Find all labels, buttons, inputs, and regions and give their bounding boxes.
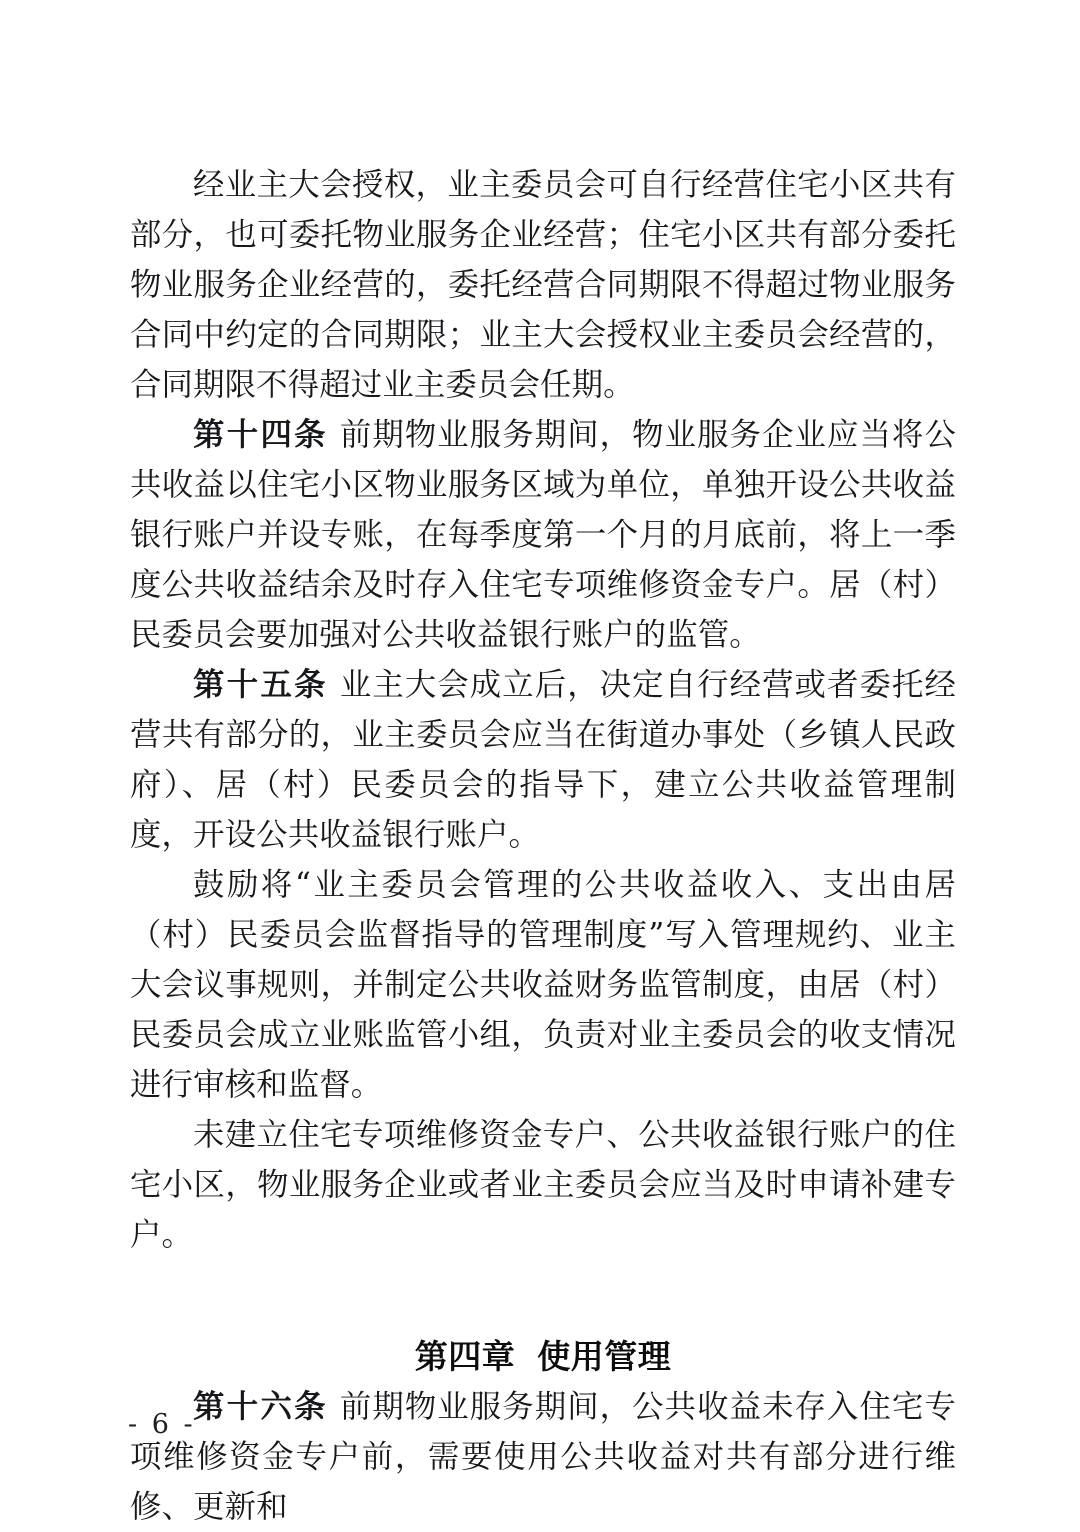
- article-label-16: 第十六条: [193, 1389, 328, 1425]
- paragraph-text: 经业主大会授权，业主委员会可自行经营住宅小区共有部分，也可委托物业服务企业经营；住宅小区共有部分委托物业服务企业经营的，委托经营合同期限不得超过物业服务合同中约定的合同期限；业主大会授权业主委员会经营的，合同期限不得超过业主委员会任期。: [130, 167, 956, 403]
- heading-top-spacer: [130, 1260, 956, 1310]
- document-text-column: [130, 160, 956, 1532]
- chapter-heading: [130, 1332, 956, 1382]
- paragraph-owners-assembly-authorization: [130, 160, 956, 410]
- heading-top-spacer-half: [130, 1310, 956, 1332]
- paragraph-article-14: [130, 410, 956, 660]
- paragraph-encourage-management-system: [130, 860, 956, 1110]
- paragraph-supplementary-account: [130, 1110, 956, 1260]
- chapter-heading-title: 使用管理: [537, 1337, 672, 1376]
- paragraph-text: 鼓励将“业主委员会管理的公共收益收入、支出由居（村）民委员会监督指导的管理制度”写入管理规约、业主大会议事规则，并制定公共收益财务监管制度，由居（村）民委员会成立业账监管小组，负责对业主委员会的收支情况进行审核和监督。: [130, 867, 956, 1103]
- paragraph-text: 未建立住宅专项维修资金专户、公共收益银行账户的住宅小区，物业服务企业或者业主委员会应当及时申请补建专户。: [130, 1117, 956, 1253]
- paragraph-text: 业主大会成立后，决定自行经营或者委托经营共有部分的，业主委员会应当在街道办事处（乡镇人民政府）、居（村）民委员会的指导下，建立公共收益管理制度，开设公共收益银行账户。: [130, 667, 956, 853]
- paragraph-article-15: [130, 660, 956, 860]
- paragraph-article-16: [130, 1382, 956, 1532]
- article-label-15: 第十五条: [193, 667, 328, 703]
- page-number: - 6 -: [128, 1409, 196, 1440]
- paragraph-text: 前期物业服务期间，公共收益未存入住宅专项维修资金专户前，需要使用公共收益对共有部分进行维修、更新和: [130, 1389, 956, 1525]
- paragraph-text: 前期物业服务期间，物业服务企业应当将公共收益以住宅小区物业服务区域为单位，单独开设公共收益银行账户并设专账，在每季度第一个月的月底前，将上一季度公共收益结余及时存入住宅专项维修资金专户。居（村）民委员会要加强对公共收益银行账户的监管。: [130, 417, 956, 653]
- article-label-14: 第十四条: [193, 417, 328, 453]
- chapter-heading-number: 第四章: [414, 1337, 516, 1376]
